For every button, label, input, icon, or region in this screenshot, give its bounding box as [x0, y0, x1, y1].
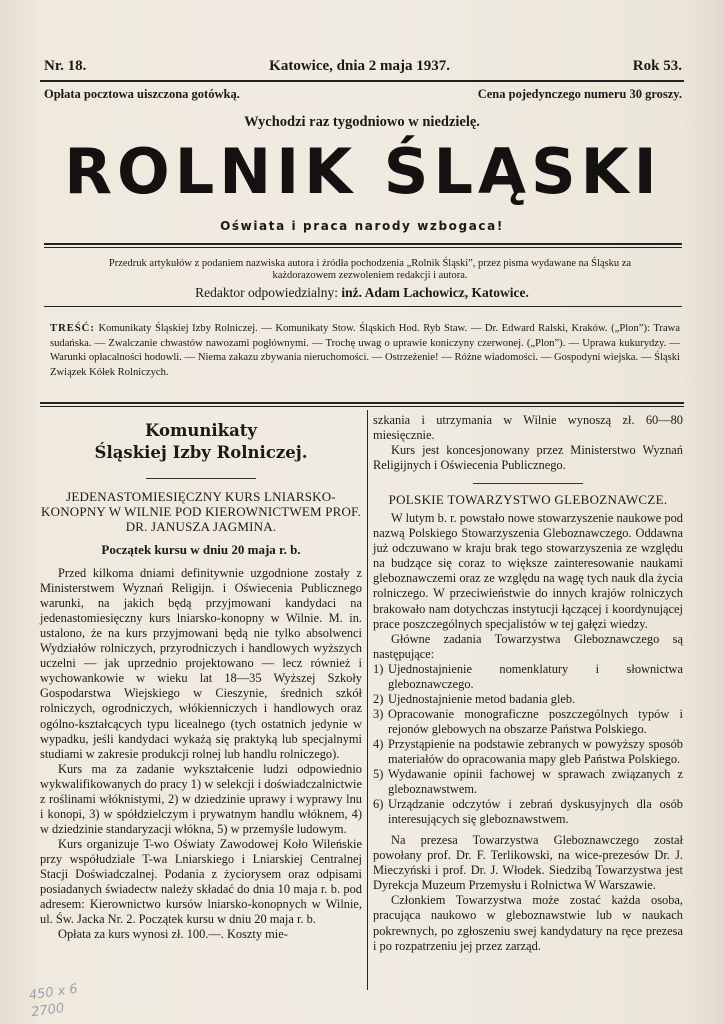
top-rule	[40, 80, 684, 82]
pencil-annotation	[28, 983, 81, 1020]
list-item	[373, 767, 683, 797]
society-paragraph-1: W lutym b. r. powstało nowe stowarzyszenie naukowe pod nazwą Polskiego Stowarzyszenia Gleboznawczego. Oddawna już odczuwano w kraju brak tego stowarzyszenia ze względu na budzące się coraz to większe zainteresowanie naukami gleboznawczemi oraz ze względu na wagę tych nauk dla życia rolniczego. W przeciwieństwie do innych krajów rolniczych brakowało nam dotychczas instytucji łączącej i koordynującej prace poszczególnych specjalistów w tej gałęzi wiedzy.	[373, 511, 683, 631]
section-title-line2: Śląskiej Izby Rolniczej.	[94, 443, 308, 462]
pencil-line-1: 450 x 6	[28, 981, 79, 1004]
list-item-text: Wydawanie opinii fachowej w sprawach związanych z gleboznawstwem.	[388, 767, 683, 797]
list-item-text: Ujednostajnienie metod badania gleb.	[388, 691, 576, 706]
left-column	[40, 420, 362, 942]
list-item	[373, 707, 683, 737]
section-title	[40, 420, 362, 464]
price-note: Cena pojedynczego numeru 30 groszy.	[477, 87, 682, 101]
list-item-text: Opracowanie monograficzne poszczególnych typów i rejonów glebowych na obszarze Państwa Polskiego.	[388, 706, 683, 736]
list-item-text: Urządzanie odczytów i zebrań dyskusyjnych dla osób interesujących się gleboznawstwem.	[388, 797, 683, 827]
section-title-line1: Komunikaty	[144, 421, 258, 440]
continued-paragraph: szkania i utrzymania w Wilnie wynoszą zł. 60—80 miesięcznie.	[373, 413, 683, 443]
course-headline: JEDENASTOMIESIĘCZNY KURS LNIARSKO-KONOPNY W WILNIE POD KIEROWNICTWEM PROF. DR. JANUSZA JAGMINA.	[41, 489, 361, 534]
frequency-note: Wychodzi raz tygodniowo w niedzielę.	[244, 114, 480, 130]
toc-label: TREŚĆ:	[50, 323, 95, 334]
list-item-number: 2)	[373, 691, 384, 706]
list-item-text: Przystąpienie na podstawie zebranych w powyższy sposób materiałów do opracowania mapy gleb Państwa Polskiego.	[388, 736, 683, 766]
publication-year: Rok 53.	[632, 58, 682, 74]
list-item-number: 3)	[373, 706, 384, 721]
course-paragraph-1: Przed kilkoma dniami definitywnie uzgodnione zostały z Ministerstwem Wyznań Religijn. i Oświecenia Publicznego warunki, na jakich będą przyjmowani kandydaci na jedenastomiesięczny kurs lniarsko-konopny w Wilnie. M. in. ustalono, że na kurs przyjmowani będą nie tylko absolwenci Wydziałów rolniczych, przyrodniczych i handlowych wyższych uczelni — jak uprzednio projektowano — lecz również i wychowankowie w wieku lat 18—35 Wyższej Szkoły Gospodarstwa Wiejskiego w Cieszynie, średnich szkół rolniczych, ogrodniczych, włókienniczych i handlowych oraz ogólno-kształcących typu licealnego (tych ostatnich jedynie w wypadku, jeśli kandydaci wykażą się praktyką lub specjalnymi studiami w zakresie produkcji rolnej lub handlu rolniczego).	[40, 566, 362, 761]
concession-paragraph: Kurs jest koncesjonowany przez Ministerstwo Wyznań Religijnych i Oświecenia Publicznego.	[373, 443, 683, 473]
society-headline: POLSKIE TOWARZYSTWO GLEBOZNAWCZE.	[388, 492, 668, 508]
society-paragraph-2: Główne zadania Towarzystwa Gleboznawczego są następujące:	[373, 631, 683, 661]
list-item-text: Ujednostajnienie nomenklatury i słownictwa gleboznawczego.	[388, 661, 683, 691]
list-item-number: 1)	[373, 661, 384, 676]
reprint-note: Przedruk artykułów z podaniem nazwiska autora i źródła pochodzenia „Rolnik Śląski”, przez pisma wydawane na Śląsku za każdorazowem zezwoleniem redakcji i autora.	[108, 258, 632, 281]
motto: Oświata i praca narody wzbogaca!	[220, 219, 504, 233]
society-paragraph-4: Członkiem Towarzystwa może zostać każda osoba, pracująca naukowo w gleboznawstwie lub w naukach pokrewnych, po zgłoszeniu swej kandydatury na ręce prezesa i po rozpatrzeniu jej przez zarząd.	[373, 893, 683, 953]
pencil-line-2: 2700	[30, 1000, 66, 1021]
editor-label: Redaktor odpowiedzialny:	[195, 285, 338, 300]
course-subheading: Początek kursu w dniu 20 maja r. b.	[101, 542, 301, 557]
course-paragraph-3: Kurs organizuje T-wo Oświaty Zawodowej Koło Wileńskie przy współudziale T-wa Lniarskiego i Lniarskiej Centralnej Stacji Doświadczalnej. Podania z życiorysem oraz odpisami posiadanych świadectw należy składać do dnia 10 maja r. b. pod adresem: Kierownictwo kursów lniarsko-konopnych w Wilnie, ul. Św. Jacka Nr. 2. Początek kursu w dniu 20 maja r. b.	[40, 836, 362, 927]
list-item	[373, 692, 683, 707]
list-item	[373, 797, 683, 827]
editor-line	[0, 285, 724, 301]
masthead-title: ROLNIK ŚLĄSKI	[64, 135, 662, 208]
society-paragraph-3: Na prezesa Towarzystwa Gleboznawczego został powołany prof. Dr. F. Terlikowski, na wice-prezesów Dr. J. Mieczyński i prof. Dr. J. Włodek. Siedzibą Towarzystwa jest Dyrekcja Muzeum Przemysłu i Rolnictwa W Warszawie.	[373, 833, 683, 893]
society-tasks-list	[373, 662, 683, 828]
postage-note: Opłata pocztowa uiszczona gotówką.	[44, 87, 240, 101]
postage-price-row	[44, 87, 682, 102]
masthead-rule-top	[44, 243, 682, 245]
table-of-contents	[50, 322, 680, 380]
list-item-number: 5)	[373, 767, 384, 782]
right-column	[373, 413, 683, 954]
list-item-number: 4)	[373, 736, 384, 751]
masthead-rule-bottom	[44, 247, 682, 248]
list-item-number: 6)	[373, 797, 384, 812]
issue-number: Nr. 18.	[44, 58, 87, 74]
editor-name: inż. Adam Lachowicz, Katowice.	[341, 285, 529, 300]
list-item	[373, 737, 683, 767]
title-separator	[146, 478, 256, 479]
course-paragraph-4: Opłata za kurs wynosi zł. 100.—. Koszty mie-	[58, 927, 288, 942]
list-item	[373, 662, 683, 692]
place-date: Katowice, dnia 2 maja 1937.	[269, 58, 450, 74]
course-paragraph-2: Kurs ma za zadanie wykształcenie ludzi odpowiednio wykwalifikowanych do pracy 1) w selekcji i doświadczalnictwie z roślinami włóknistymi, 2) w dziedzinie uprawy i wyprawy lnu i konopi, 3) w spółdzielczym i prywatnym handlu włóknem, 4) w dziedzinie standaryzacji włókna, 5) w przemyśle ludowym.	[40, 761, 362, 836]
toc-rule-top	[40, 402, 684, 404]
article-separator	[473, 483, 583, 484]
column-divider	[367, 410, 368, 990]
editor-rule	[44, 306, 682, 307]
issue-info-row	[44, 58, 682, 75]
toc-rule-bottom	[40, 406, 684, 407]
toc-text: Komunikaty Śląskiej Izby Rolniczej. — Komunikaty Stow. Śląskich Hod. Ryb Staw. — Dr. Edward Ralski, Kraków. („Plon”): Trawa sudańska. — Zwalczanie chwastów nawozami pogłównymi. — Trochę uwag o uprawie koniczyny czerwonej. („Plon”). — Uprawa kukurydzy. — Warunki opłacalności hodowli. — Niema zakazu zbywania nieruchomości. — Ostrzeżenie! — Różne wiadomości. — Gospodyni wiejska. — Śląski Związek Kółek Rolniczych.	[50, 323, 681, 378]
